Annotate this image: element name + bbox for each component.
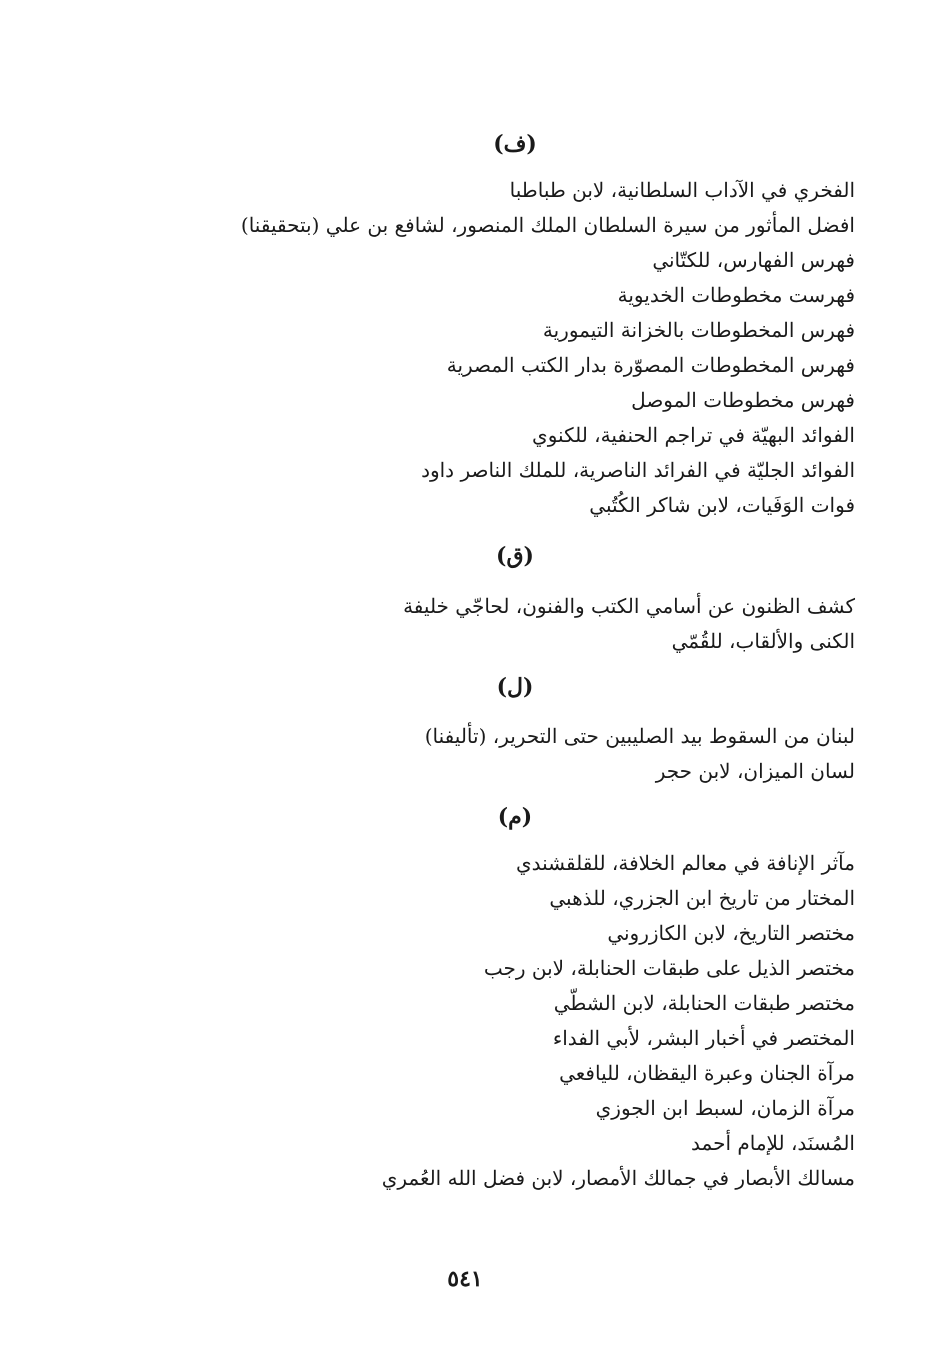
list-item: الكنى والألقاب، للقُمّي [671, 629, 855, 653]
list-item: الفوائد الجليّة في الفرائد الناصرية، للملك الناصر داود [421, 458, 855, 482]
list-item: لسان الميزان، لابن حجر [655, 759, 855, 783]
list-item: فهرس المخطوطات المصوّرة بدار الكتب المصرية [446, 353, 855, 377]
list-item: مختصر الذيل على طبقات الحنابلة، لابن رجب [483, 956, 855, 980]
page-number: ٥٤١ [447, 1266, 483, 1292]
entry-list [255, 846, 855, 1196]
entry-list [255, 719, 855, 789]
list-item: كشف الظنون عن أسامي الكتب والفنون، لحاجّي خليفة [403, 594, 855, 618]
list-item: مسالك الأبصار في جمالك الأمصار، لابن فضل الله العُمري [381, 1166, 855, 1190]
list-item: مرآة الزمان، لسبط ابن الجوزي [595, 1096, 855, 1120]
list-item: مختصر التاريخ، لابن الكازروني [607, 921, 855, 945]
list-item: فهرس الفهارس، للكتّاني [652, 248, 855, 272]
list-item: الفخري في الآداب السلطانية، لابن طباطبا [509, 178, 855, 202]
entry-list [240, 173, 855, 523]
section-heading: (ق) [496, 543, 534, 569]
list-item: مختصر طبقات الحنابلة، لابن الشطّي [553, 991, 855, 1015]
list-item: مآثر الإنافة في معالم الخلافة، للقلقشندي [515, 851, 855, 875]
section-mim [255, 800, 855, 1196]
list-item: المختصر في أخبار البشر، لأبي الفداء [552, 1026, 855, 1050]
list-item: فهرست مخطوطات الخديوية [617, 283, 855, 307]
list-item: فهرس المخطوطات بالخزانة التيمورية [542, 318, 855, 342]
list-item: المختار من تاريخ ابن الجزري، للذهبي [549, 886, 855, 910]
list-item: فوات الوَفَيات، لابن شاكر الكُتُبي [589, 493, 855, 517]
section-heading: (ل) [496, 674, 534, 700]
section-lam [255, 670, 855, 789]
section-heading: (م) [497, 804, 533, 830]
list-item: الفوائد البهيّة في تراجم الحنفية، للكنوي [532, 423, 855, 447]
entry-list [255, 589, 855, 659]
section-fa [240, 127, 855, 523]
list-item: لبنان من السقوط بيد الصليبين حتى التحرير، (تأليفنا) [424, 724, 855, 748]
list-item: مرآة الجنان وعبرة اليقظان، لليافعي [559, 1061, 855, 1085]
list-item: افضل المأثور من سيرة السلطان الملك المنصور، لشافع بن علي (بتحقيقنا) [240, 213, 855, 237]
list-item: المُسنَد، للإمام أحمد [691, 1131, 855, 1155]
list-item: فهرس مخطوطات الموصل [631, 388, 855, 412]
section-qaf [255, 539, 855, 659]
section-heading: (ف) [493, 131, 537, 157]
